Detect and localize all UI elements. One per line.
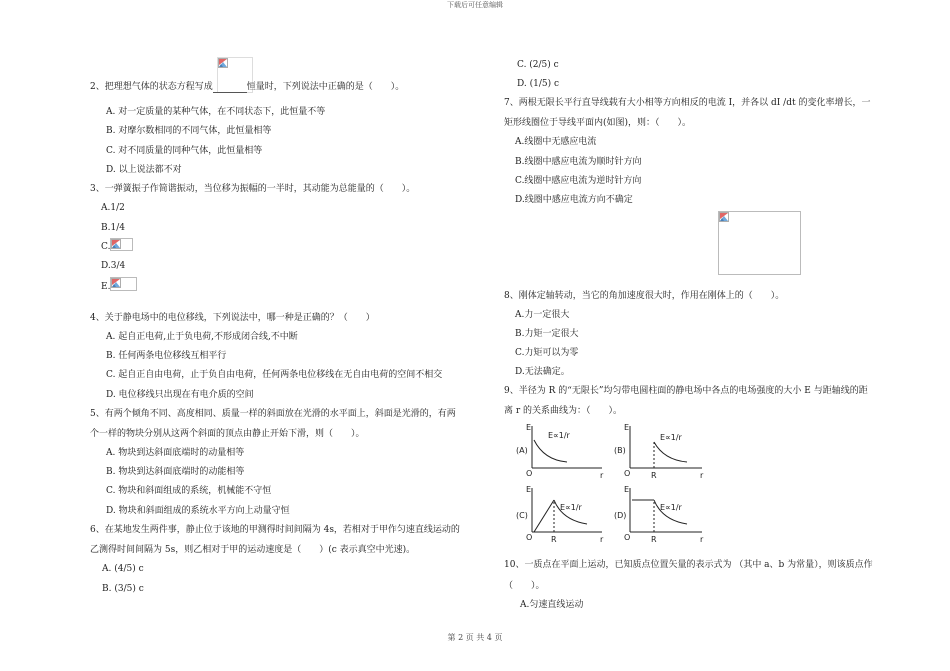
option: A.1/2 — [101, 203, 125, 213]
question-10-stem-line-1: 10、一质点在平面上运动，已知质点位置矢量的表示式为 （其中 a、b 为常量），则该质点作 — [504, 560, 873, 570]
origin-label: O — [526, 533, 533, 542]
r-mark-label: R — [551, 535, 557, 544]
axis-e-label: E — [526, 423, 532, 432]
question-6-stem-line-2: 乙测得时间间隔为 5s，则乙相对于甲的运动速度是（ ）(c 表示真空中光速)。 — [90, 545, 416, 555]
formula-label: E∝1/r — [660, 433, 682, 442]
option: D. 以上说法都不对 — [106, 165, 182, 175]
broken-image-icon — [111, 239, 121, 249]
question-5-stem-line-1: 5、有两个倾角不同、高度相同、质量一样的斜面放在光滑的水平面上，斜面是光滑的，有两 — [90, 409, 456, 419]
axis-e-label: E — [526, 485, 532, 494]
origin-label: O — [624, 533, 631, 542]
option: C. (2/5) c — [517, 60, 559, 70]
option: B.线圈中感应电流为顺时针方向 — [515, 157, 642, 167]
option: A. 物块到达斜面底端时的动量相等 — [106, 448, 245, 458]
graph-label: (D) — [614, 511, 627, 520]
formula-blank — [213, 83, 247, 93]
axis-e-label: E — [624, 485, 630, 494]
question-7-stem-line-2: 矩形线圈位于导线平面内(如图)，则：（ ）。 — [504, 118, 692, 128]
option: B.力矩一定很大 — [515, 329, 579, 339]
option: A.线圈中无感应电流 — [515, 137, 597, 147]
option: B. 任何两条电位移线互相平行 — [106, 351, 227, 361]
broken-image-icon — [719, 212, 729, 222]
origin-label: O — [624, 469, 631, 478]
question-2-stem-start: 2、把理想气体的状态方程写成 — [90, 82, 213, 92]
question-10-stem-line-2: （ ）。 — [504, 581, 545, 591]
option: A.匀速直线运动 — [520, 600, 584, 610]
graph-label: (C) — [516, 511, 528, 520]
question-5-stem-line-2: 个一样的物块分别从这两个斜面的顶点由静止开始下滑，则（ ）。 — [90, 429, 365, 439]
question-9-stem-line-2: 离 r 的关系曲线为：（ ）。 — [504, 406, 623, 416]
formula-label: E∝1/r — [660, 503, 682, 512]
question-3-stem: 3、一弹簧振子作简谐振动，当位移为振幅的一半时，其动能为总能量的（ ）。 — [90, 184, 416, 194]
option: D.线圈中感应电流方向不确定 — [515, 195, 633, 205]
option: A.力一定很大 — [515, 310, 570, 320]
option: B. 物块到达斜面底端时的动能相等 — [106, 467, 245, 477]
curve-linear — [534, 500, 554, 532]
option: A. (4/5) c — [102, 564, 144, 574]
page-header: 下载后可任意编辑 — [447, 1, 503, 9]
axis-r-label: r — [700, 471, 704, 480]
option: D. (1/5) c — [517, 79, 560, 89]
broken-image-icon — [111, 278, 121, 288]
option: D. 电位移线只出现在有电介质的空间 — [106, 390, 254, 400]
axis-e-label: E — [624, 423, 630, 432]
option: C. 物块和斜面组成的系统，机械能不守恒 — [106, 486, 272, 496]
curve — [654, 442, 687, 462]
option: C.力矩可以为零 — [515, 348, 579, 358]
formula-label: E∝1/r — [548, 431, 570, 440]
question-9-stem-line-1: 9、半径为 R 的“无限长”均匀带电圆柱面的静电场中各点的电场强度的大小 E 与距轴线的距 — [504, 386, 868, 396]
axis-r-label: r — [700, 535, 704, 544]
r-mark-label: R — [651, 471, 657, 480]
curve — [534, 440, 567, 462]
option: A. 起自正电荷,止于负电荷,不形成闭合线,不中断 — [106, 332, 298, 342]
question-4-stem: 4、关于静电场中的电位移线，下列说法中，哪一种是正确的？（ ） — [90, 313, 375, 323]
graph-label: (A) — [516, 446, 528, 455]
question-2-stem-end: 恒量时，下列说法中正确的是（ ）。 — [246, 82, 405, 92]
option: C. — [101, 242, 111, 252]
option: B. (3/5) c — [102, 584, 144, 594]
r-mark-label: R — [651, 535, 657, 544]
option-image-placeholder — [110, 277, 137, 291]
question-9-graphs — [512, 420, 712, 545]
option: D. 物块和斜面组成的系统水平方向上动量守恒 — [106, 506, 290, 516]
axis-r-label: r — [600, 471, 604, 480]
option: C.线圈中感应电流为逆时针方向 — [515, 176, 642, 186]
option: C. 对不同质量的同种气体，此恒量相等 — [106, 146, 263, 156]
question-7-stem-line-1: 7、两根无限长平行直导线载有大小相等方向相反的电流 I，并各以 dI /dt 的变化率增长，一 — [504, 98, 871, 108]
option: E. — [101, 282, 111, 292]
option: A. 对一定质量的某种气体，在不同状态下，此恒量不等 — [106, 107, 326, 117]
option-image-placeholder — [110, 238, 133, 251]
question-2 — [90, 81, 404, 93]
option: C. 起自正自由电荷，止于负自由电荷，任何两条电位移线在无自由电荷的空间不相交 — [106, 370, 443, 380]
option: D.无法确定。 — [515, 367, 570, 377]
page-footer: 第 2 页 共 4 页 — [447, 633, 503, 642]
origin-label: O — [526, 469, 533, 478]
figure-image-placeholder — [718, 211, 801, 275]
option: B.1/4 — [101, 223, 125, 233]
question-6-stem-line-1: 6、在某地发生两件事，静止位于该地的甲测得时间间隔为 4s，若相对于甲作匀速直线运动的 — [90, 525, 460, 535]
question-8-stem: 8、刚体定轴转动，当它的角加速度很大时，作用在刚体上的（ ）。 — [504, 291, 785, 301]
graph-label: (B) — [614, 446, 626, 455]
option: D.3/4 — [101, 261, 126, 271]
formula-label: E∝1/r — [560, 503, 582, 512]
axis-r-label: r — [600, 535, 604, 544]
option: B. 对摩尔数相同的不同气体，此恒量相等 — [106, 126, 272, 136]
broken-image-icon — [218, 58, 228, 68]
